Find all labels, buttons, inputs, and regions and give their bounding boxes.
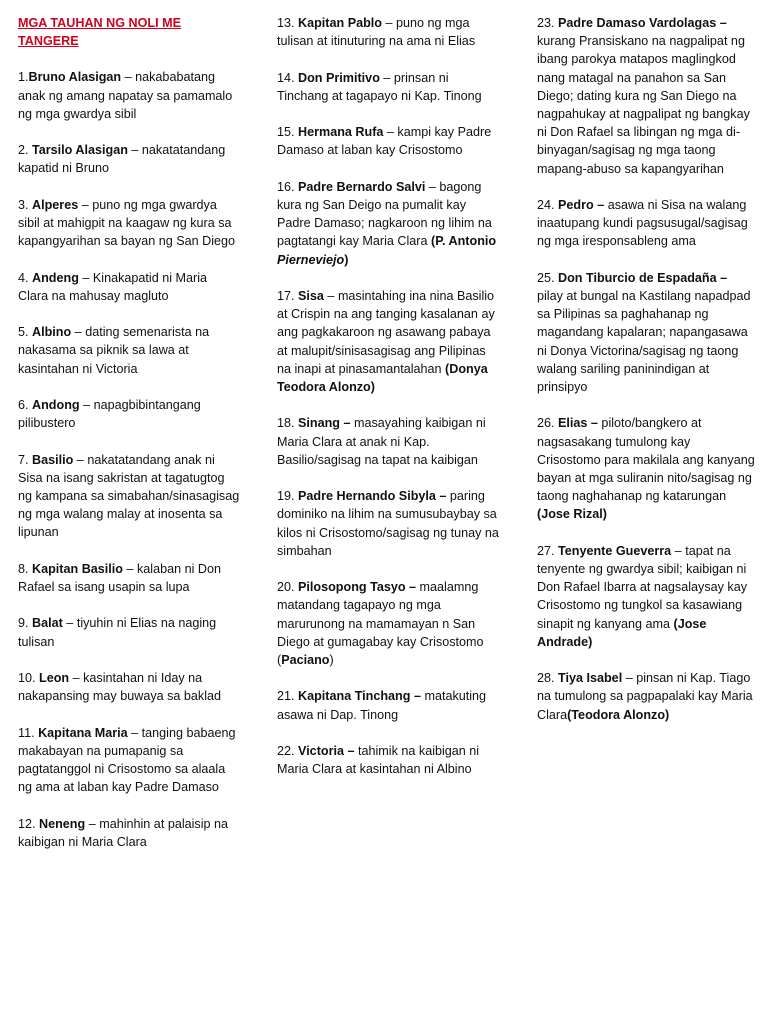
character-description: paring dominiko na lihim na sumusubaybay sa kilos ni Crisostomo/sagisag ng tunay na simbahan — [277, 489, 499, 558]
character-name: Andong — [32, 397, 80, 412]
character-name: Padre Hernando Sibyla – — [298, 489, 447, 504]
entry-number: 10. — [18, 670, 40, 685]
character-entry — [18, 614, 240, 650]
character-description: – bagong kura ng San Deigo na pumalit kay Padre Damaso; nagkaroon ng lihim na pagtatangi kay Maria Clara — [277, 179, 492, 249]
character-description: – tapat na tenyente ng gwardya sibil; kaibigan ni Don Rafael Ibarra at nagsalaysay kay Crisostomo ng tungkol sa kasawiang sinapit ng kanyang ama — [537, 543, 748, 631]
entry-number: 12. — [18, 816, 40, 831]
character-entry — [277, 578, 499, 669]
character-description: – tiyuhin ni Elias na naging tulisan — [18, 616, 217, 649]
character-name: Balat — [32, 616, 63, 631]
character-entry — [18, 68, 240, 123]
character-entry — [537, 196, 755, 251]
character-entry — [277, 687, 499, 723]
character-description: piloto/bangkero at nagsasakang tumulong kay Crisostomo para makilala ang kanyang bayan at mga suliranin nito/sagisag ng taong naghahanap ng katarungan — [537, 416, 755, 504]
actor-name-italic: Pierneviejo — [277, 252, 345, 267]
entry-number: 23. — [537, 16, 559, 30]
entry-number: 7. — [18, 452, 33, 467]
character-entry — [277, 123, 499, 159]
character-name: Padre Bernardo Salvi — [298, 179, 426, 194]
character-entry — [18, 141, 240, 177]
entry-number: 19. — [277, 489, 299, 504]
character-name: Kapitana Tinchang – — [298, 689, 421, 704]
character-description: – dating semenarista na nakasama sa piknik sa lawa at kasintahan ni Victoria — [18, 325, 210, 376]
character-name: Andeng — [32, 270, 79, 285]
character-name: Hermana Rufa — [298, 125, 384, 140]
entry-number: 1. — [18, 70, 29, 85]
character-name: Pedro – — [558, 198, 605, 213]
character-description: – napagbibintangang pilibustero — [18, 397, 201, 431]
entry-number: 4. — [18, 270, 33, 285]
character-description: – tanging babaeng makabayan na pumapanig sa pagtatanggol ni Crisostomo sa alaala ng ama at laban kay Padre Damaso — [18, 725, 236, 795]
character-entry — [537, 14, 755, 178]
character-description: – pinsan ni Kap. Tiago na tumulong sa pagpapalaki kay Maria Clara — [537, 671, 753, 722]
character-entry — [277, 14, 499, 50]
character-entry — [537, 414, 755, 523]
entry-number: 8. — [18, 561, 33, 576]
character-name: Don Tiburcio de Espadaña – — [558, 270, 728, 285]
character-name: Kapitan Pablo — [298, 16, 382, 30]
actor-name: Paciano — [281, 653, 330, 667]
character-entry — [277, 487, 499, 560]
character-name: Pilosopong Tasyo – — [298, 580, 417, 595]
character-name: Bruno Alasigan — [28, 70, 122, 85]
character-description: maalamng matandang tagapayo ng mga marurunong na mamamayan n San Diego at gumagabay kay Crisostomo ( — [277, 580, 484, 667]
entry-number: 15. — [277, 125, 299, 140]
entry-number: 14. — [277, 70, 299, 85]
character-description: kurang Pransiskano na nagpalipat ng ibang parokya matapos maglingkod nang matagal na panahon sa San Diego; dating kura ng San Diego na nagpahukay at nagpalipat ng bangkay ni Don Rafael sa libingan ng mga di-binyagan/sagisag ng mga taong mapang-abuso sa kapangyarihan — [537, 34, 750, 176]
entry-number: 16. — [277, 179, 299, 194]
actor-name: (P. Antonio — [431, 234, 497, 249]
character-entry — [277, 742, 499, 778]
character-entry — [277, 69, 499, 105]
character-entry — [537, 669, 755, 724]
character-name: Kapitan Basilio — [32, 561, 123, 576]
character-name: Don Primitivo — [298, 70, 380, 85]
character-description: – masintahing ina nina Basilio at Crispin na ang tanging kasalanan ay ang pagkakaroon ng asawang pabaya at malupit/sinisasagisag ang Pilipinas na inapi at pinasamantalahan — [277, 288, 495, 376]
character-name: Kapitana Maria — [38, 725, 128, 740]
entry-number: 13. — [277, 16, 299, 30]
column-3 — [537, 14, 755, 742]
character-entry — [277, 414, 499, 469]
entry-number: 18. — [277, 416, 299, 431]
character-description: – nakatatandang kapatid ni Bruno — [18, 143, 226, 176]
character-description: – kalaban ni Don Rafael sa isang usapin sa lupa — [18, 561, 222, 594]
character-description: pilay at bungal na Kastilang napadpad sa Pilipinas sa paghahanap ng magandang kapalaran; napangasawa ni Donya Victorina/sagisag ng taong walang sariling paninindigan at prinsipyo — [537, 289, 751, 395]
character-description-close: ) — [329, 653, 334, 667]
entry-number: 9. — [18, 616, 33, 631]
entry-number: 27. — [537, 543, 559, 558]
character-entry — [18, 724, 240, 797]
character-description: – nakababatang anak ng amang napatay sa pamamalo ng mga gwardya sibil — [18, 70, 233, 121]
character-description: masayahing kaibigan ni Maria Clara at anak ni Kap. Basilio/sagisag na tapat na kaibigan — [277, 416, 486, 467]
character-description: matakuting asawa ni Dap. Tinong — [277, 689, 487, 722]
entry-number: 3. — [18, 197, 33, 212]
character-description: – prinsan ni Tinchang at tagapayo ni Kap. Tinong — [277, 70, 482, 103]
actor-name: (Donya Teodora Alonzo) — [277, 361, 488, 394]
character-description: – kampi kay Padre Damaso at laban kay Crisostomo — [277, 125, 492, 158]
character-name: Padre Damaso Vardolagas – — [558, 16, 727, 30]
character-entry — [277, 178, 499, 269]
character-description: – mahinhin at palaisip na kaibigan ni Maria Clara — [18, 816, 229, 849]
character-name: Alperes — [32, 197, 79, 212]
character-name: Basilio — [32, 452, 74, 467]
actor-name: (Teodora Alonzo) — [567, 707, 670, 722]
entry-number: 22. — [277, 743, 299, 758]
character-description: – kasintahan ni Iday na nakapansing may buwaya sa baklad — [18, 670, 222, 704]
character-entry — [18, 269, 240, 305]
character-name: Sisa — [298, 288, 324, 303]
character-name: Albino — [32, 325, 72, 340]
column-2 — [277, 14, 499, 797]
actor-name-close: ) — [344, 252, 349, 267]
character-name: Leon — [39, 670, 70, 685]
character-entry — [18, 815, 240, 851]
document-title: MGA TAUHAN NG NOLI ME TANGERE — [18, 16, 182, 49]
entry-number: 24. — [537, 198, 559, 213]
character-description: – nakatatandang anak ni Sisa na isang sakristan at tagatugtog ng kampana sa simabahan/sinasagisag ng mga walang malay at inosenta sa lipunan — [18, 452, 240, 540]
character-description: tahimik na kaibigan ni Maria Clara at kasintahan ni Albino — [277, 743, 480, 777]
character-entry — [18, 196, 240, 251]
character-entry — [18, 560, 240, 596]
character-description: – puno ng mga gwardya sibil at mahigpit na kaagaw ng kura sa kapangyarihan sa bayan ng San Diego — [18, 197, 236, 249]
entry-number: 28. — [537, 671, 559, 686]
entry-number: 26. — [537, 416, 559, 431]
entry-number: 17. — [277, 288, 299, 303]
character-name: Tarsilo Alasigan — [32, 143, 128, 158]
character-name: Victoria – — [298, 743, 355, 758]
character-entry — [18, 451, 240, 542]
actor-name: (Jose Andrade) — [537, 616, 707, 649]
character-description: – Kinakapatid ni Maria Clara na mahusay magluto — [18, 270, 207, 303]
character-name: Tenyente Gueverra — [558, 543, 672, 558]
character-name: Tiya Isabel — [558, 671, 623, 686]
character-name: Sinang – — [298, 416, 351, 431]
character-name: Neneng — [39, 816, 86, 831]
character-description: asawa ni Sisa na walang inaatupang kundi pagsusugal/sagisag ng mga iresponsableng ama — [537, 198, 748, 249]
character-name: Elias – — [558, 416, 598, 431]
entry-number: 25. — [537, 270, 559, 285]
character-entry — [277, 287, 499, 396]
entry-number: 21. — [277, 689, 299, 704]
actor-name: (Jose Rizal) — [537, 507, 607, 522]
character-description: – puno ng mga tulisan at itinuturing na ama ni Elias — [277, 16, 476, 49]
entry-number: 6. — [18, 397, 33, 412]
column-1 — [18, 14, 240, 869]
entry-number: 5. — [18, 325, 33, 340]
entry-number: 2. — [18, 143, 33, 158]
character-entry — [537, 269, 755, 396]
entry-number: 11. — [18, 725, 39, 740]
character-entry — [18, 323, 240, 378]
character-entry — [537, 542, 755, 651]
entry-number: 20. — [277, 580, 299, 595]
character-entry — [18, 396, 240, 432]
character-entry — [18, 669, 240, 705]
